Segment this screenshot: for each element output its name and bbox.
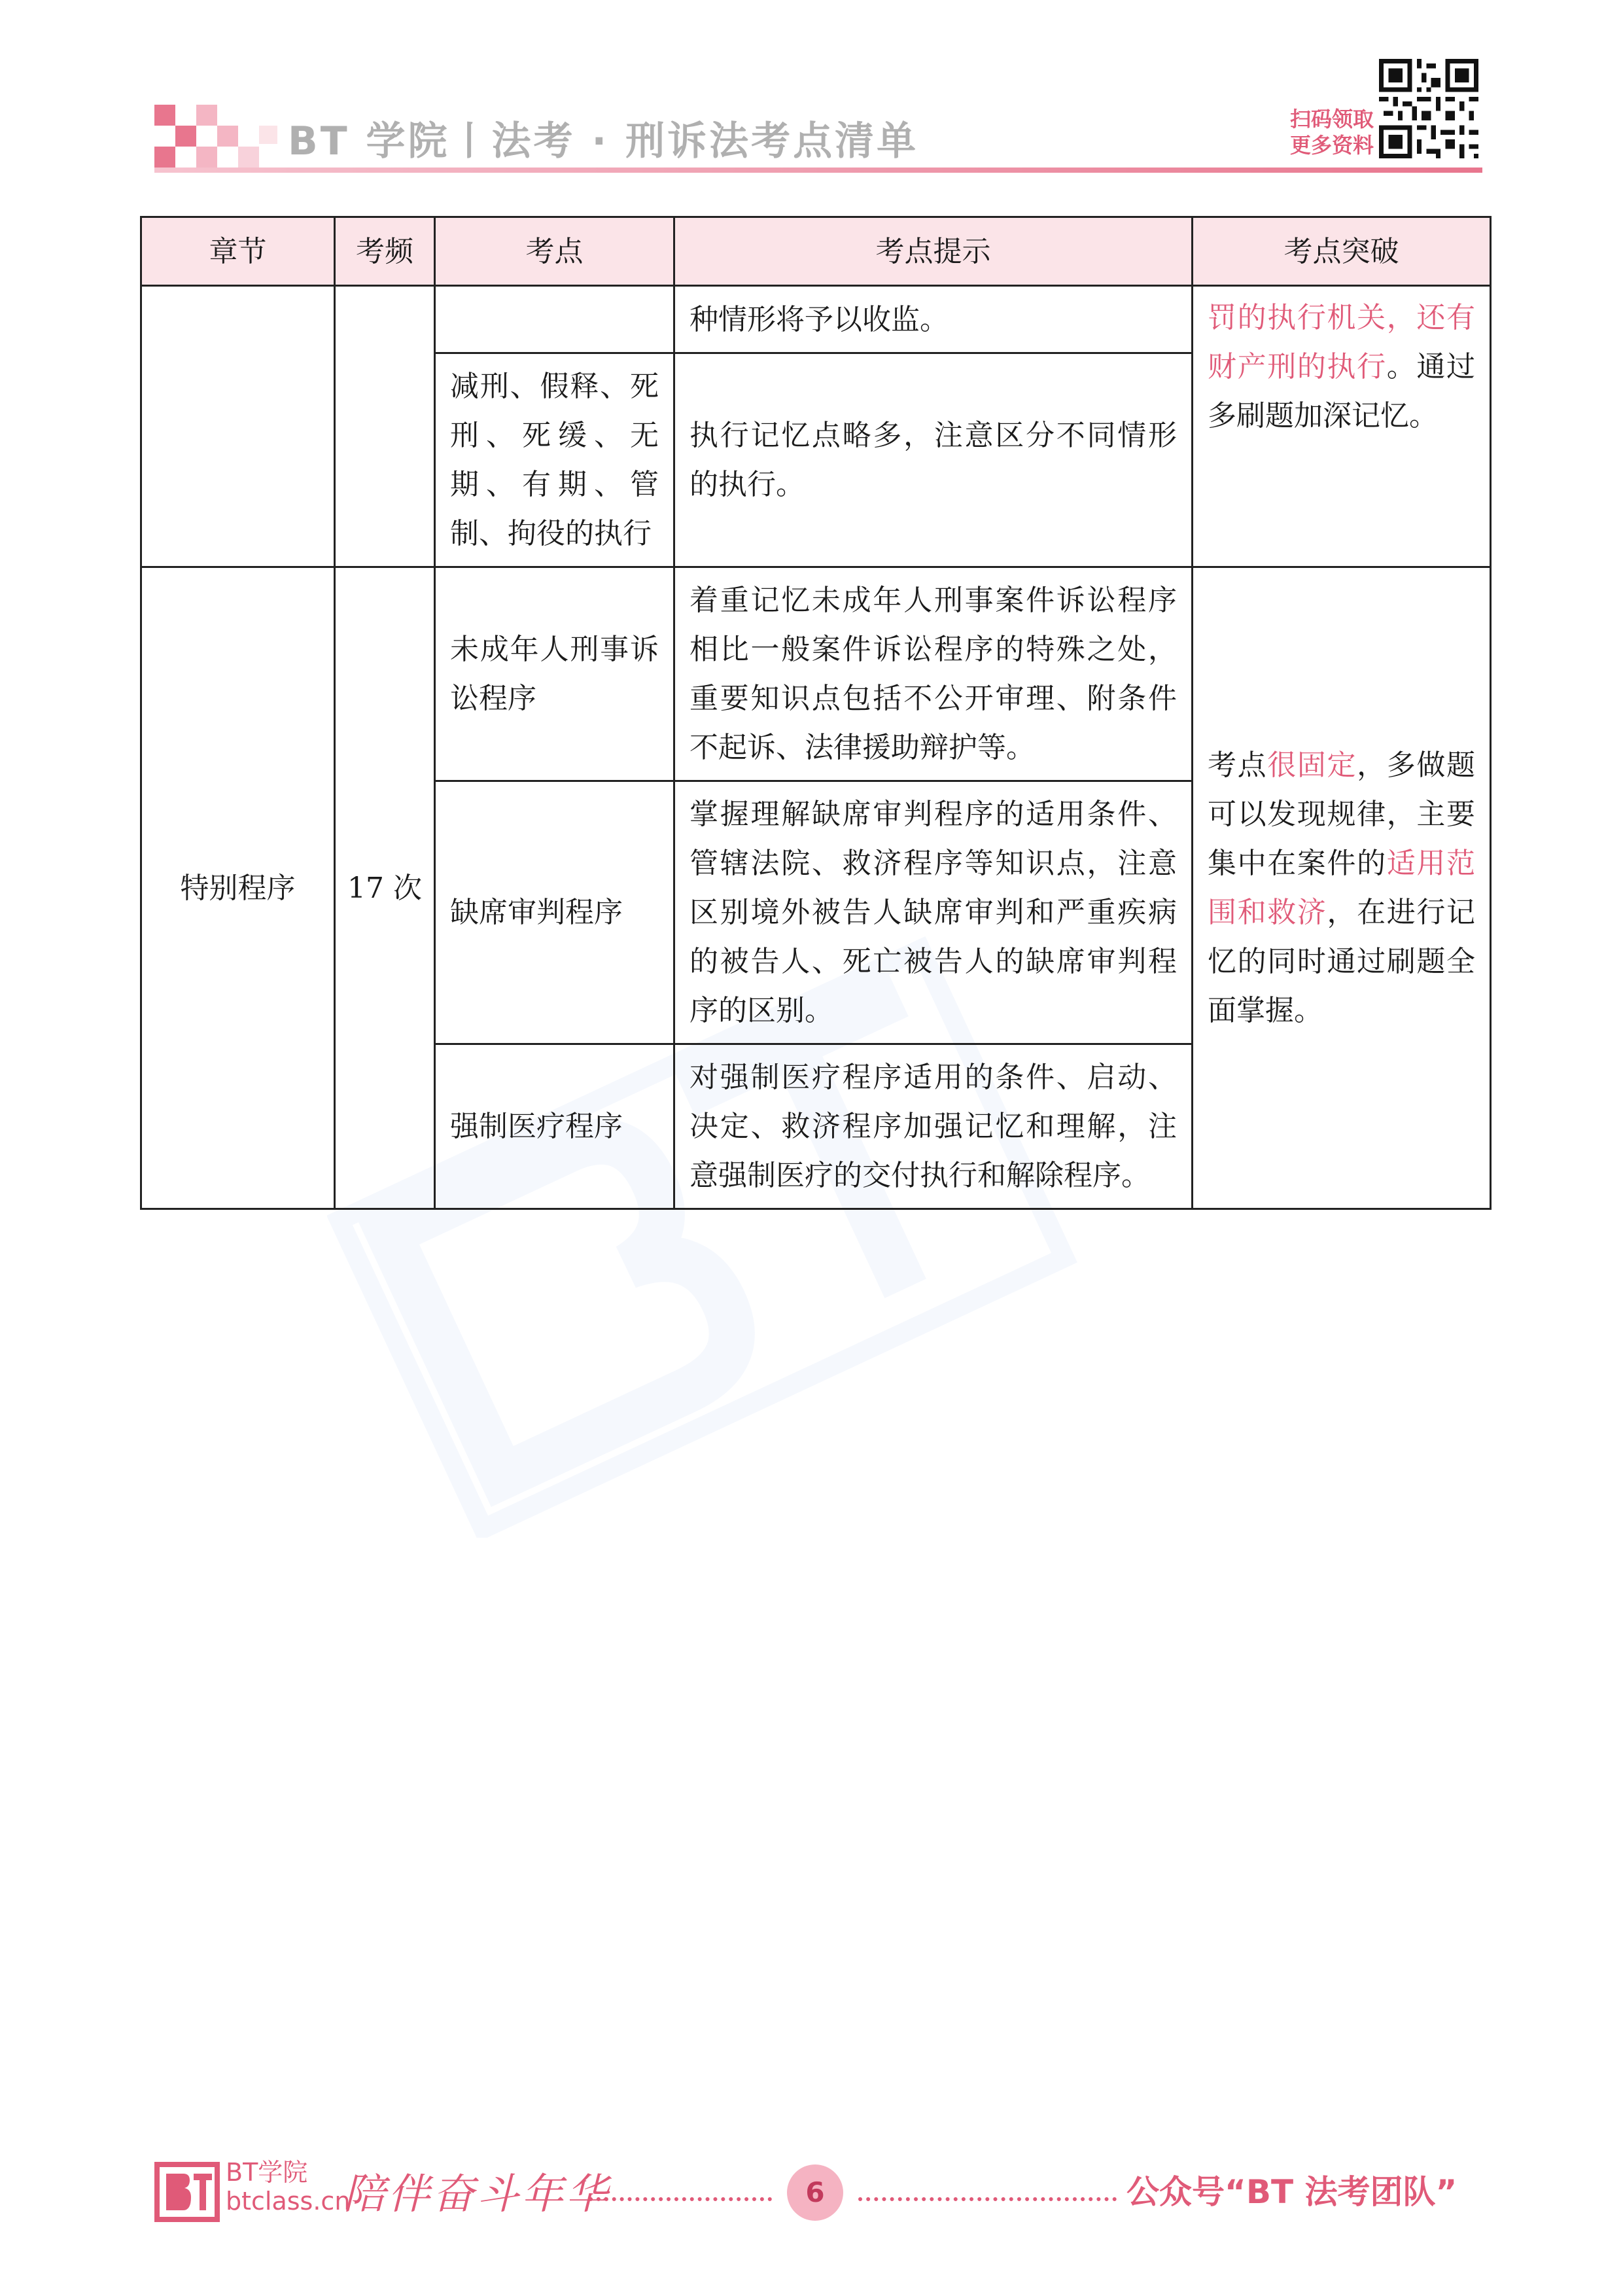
document-title: BT 学院丨法考 · 刑诉法考点清单 (288, 118, 919, 164)
header-breakthrough: 考点突破 (1193, 217, 1491, 286)
point-cell: 缺席审判程序 (435, 781, 674, 1044)
header-point: 考点 (435, 217, 674, 286)
table-row (141, 567, 1491, 781)
header-divider (154, 168, 1482, 173)
page-header (0, 0, 1623, 196)
footer-brand-name: BT学院 (226, 2158, 308, 2187)
page-footer (0, 2146, 1623, 2251)
breakthrough-highlight: 很固定 (1267, 749, 1357, 782)
breakthrough-text: 。通过多刷题加深记忆。 (1208, 350, 1475, 433)
chapter-cell-empty (141, 286, 335, 567)
footer-brand (226, 2158, 350, 2216)
page-number: 6 (787, 2164, 843, 2221)
qr-code-icon (1379, 59, 1478, 158)
tip-cell: 种情形将予以收监。 (674, 286, 1193, 353)
breakthrough-text: 考点 (1208, 749, 1268, 782)
footer-brand-url: btclass.cn (226, 2187, 351, 2216)
bt-logo-icon (154, 2159, 220, 2225)
point-cell: 未成年人刑事诉讼程序 (435, 567, 674, 781)
footer-slogan: 陪伴奋斗年华 (343, 2170, 610, 2219)
point-cell: 强制医疗程序 (435, 1044, 674, 1209)
breakthrough-cell (1193, 567, 1491, 1209)
tip-cell: 掌握理解缺席审判程序的适用条件、管辖法院、救济程序等知识点，注意区别境外被告人缺席审判和严重疾病的被告人、死亡被告人的缺席审判程序的区别。 (674, 781, 1193, 1044)
footer-account: 公众号“BT 法考团队” (1126, 2173, 1457, 2211)
table-header-row (141, 217, 1491, 286)
scan-prompt-line2: 更多资料 (1289, 133, 1374, 158)
frequency-cell: 17 次 (335, 567, 435, 1209)
breakthrough-highlight: 适用范围和救济 (1208, 847, 1475, 929)
tip-cell: 对强制医疗程序适用的条件、启动、决定、救济程序加强记忆和理解，注意强制医疗的交付执行和解除程序。 (674, 1044, 1193, 1209)
point-cell-empty (435, 286, 674, 353)
breakthrough-text: ，多做题可以发现规律，主要集中在案件的 (1208, 749, 1475, 880)
header-chapter: 章节 (141, 217, 335, 286)
tip-cell: 着重记忆未成年人刑事案件诉讼程序相比一般案件诉讼程序的特殊之处，重要知识点包括不公开审理、附条件不起诉、法律援助辩护等。 (674, 567, 1193, 781)
footer-dotted-line-left (589, 2197, 772, 2201)
exam-points-table (140, 216, 1492, 1210)
breakthrough-highlight: 罚的执行机关，还有财产刑的执行 (1208, 301, 1475, 383)
table-row (141, 286, 1491, 353)
header-frequency: 考频 (335, 217, 435, 286)
header-logo-squares (154, 105, 279, 170)
point-cell: 减刑、假释、死刑、死缓、无期、有期、管制、拘役的执行 (435, 353, 674, 567)
chapter-cell: 特别程序 (141, 567, 335, 1209)
header-tip: 考点提示 (674, 217, 1193, 286)
breakthrough-text: ，在进行记忆的同时通过刷题全面掌握。 (1208, 896, 1475, 1027)
footer-dotted-line-right (858, 2197, 1117, 2201)
scan-prompt-line1: 扫码领取 (1289, 107, 1374, 132)
frequency-cell-empty (335, 286, 435, 567)
tip-cell: 执行记忆点略多，注意区分不同情形的执行。 (674, 353, 1193, 567)
scan-prompt (1276, 106, 1374, 158)
breakthrough-cell (1193, 286, 1491, 567)
